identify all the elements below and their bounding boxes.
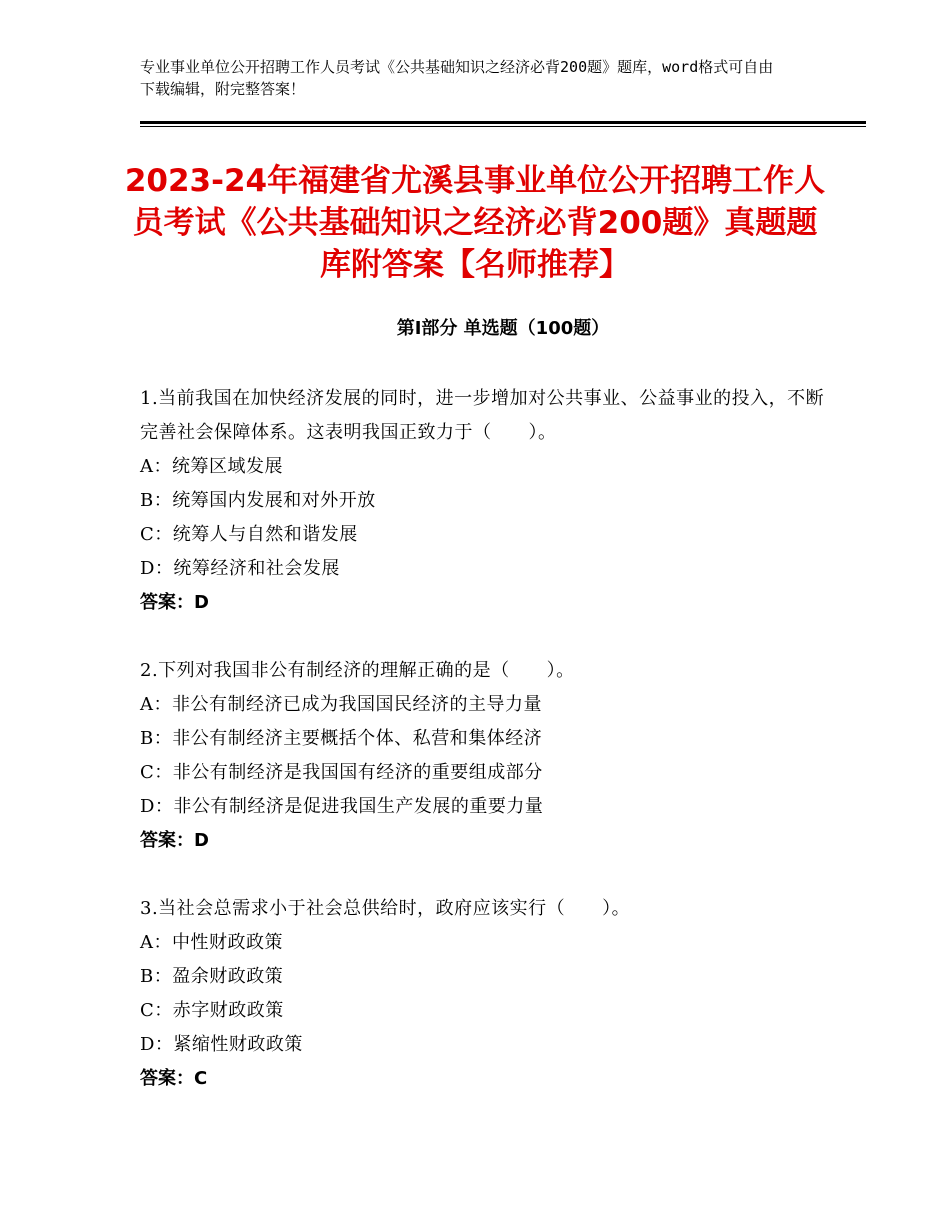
question-stem: 1.当前我国在加快经济发展的同时，进一步增加对公共事业、公益事业的投入，不断完善社会保障体系。这表明我国正致力于（ ）。 bbox=[140, 388, 825, 443]
question-3 bbox=[140, 892, 840, 1096]
header-note: 专业事业单位公开招聘工作人员考试《公共基础知识之经济必背200题》题库，word格式可自由下载编辑，附完整答案！ bbox=[140, 58, 774, 98]
option-c: C：统筹人与自然和谐发展 bbox=[140, 524, 358, 545]
answer: 答案：D bbox=[140, 830, 209, 851]
option-b: B：统筹国内发展和对外开放 bbox=[140, 490, 376, 511]
document-title: 2023-24年福建省尤溪县事业单位公开招聘工作人员考试《公共基础知识之经济必背200题》真题题库附答案【名师推荐】 bbox=[124, 163, 826, 283]
question-stem: 3.当社会总需求小于社会总供给时，政府应该实行（ ）。 bbox=[140, 898, 631, 919]
header-divider-thin bbox=[140, 126, 866, 127]
option-d: D：非公有制经济是促进我国生产发展的重要力量 bbox=[140, 796, 544, 817]
option-a: A：统筹区域发展 bbox=[140, 456, 283, 477]
question-2 bbox=[140, 654, 840, 858]
option-c: C：非公有制经济是我国国有经济的重要组成部分 bbox=[140, 762, 543, 783]
answer: 答案：C bbox=[140, 1068, 208, 1089]
question-stem: 2.下列对我国非公有制经济的理解正确的是（ ）。 bbox=[140, 660, 575, 681]
option-b: B：盈余财政政策 bbox=[140, 966, 284, 987]
option-a: A：非公有制经济已成为我国国民经济的主导力量 bbox=[140, 694, 542, 715]
option-a: A：中性财政政策 bbox=[140, 932, 283, 953]
section-title: 第Ⅰ部分 单选题（100题） bbox=[396, 318, 610, 339]
option-d: D：统筹经济和社会发展 bbox=[140, 558, 340, 579]
header-divider-thick bbox=[140, 121, 866, 124]
option-d: D：紧缩性财政政策 bbox=[140, 1034, 303, 1055]
question-list bbox=[140, 382, 840, 1130]
option-c: C：赤字财政政策 bbox=[140, 1000, 284, 1021]
question-1 bbox=[140, 382, 840, 620]
option-b: B：非公有制经济主要概括个体、私营和集体经济 bbox=[140, 728, 543, 749]
answer: 答案：D bbox=[140, 592, 209, 613]
